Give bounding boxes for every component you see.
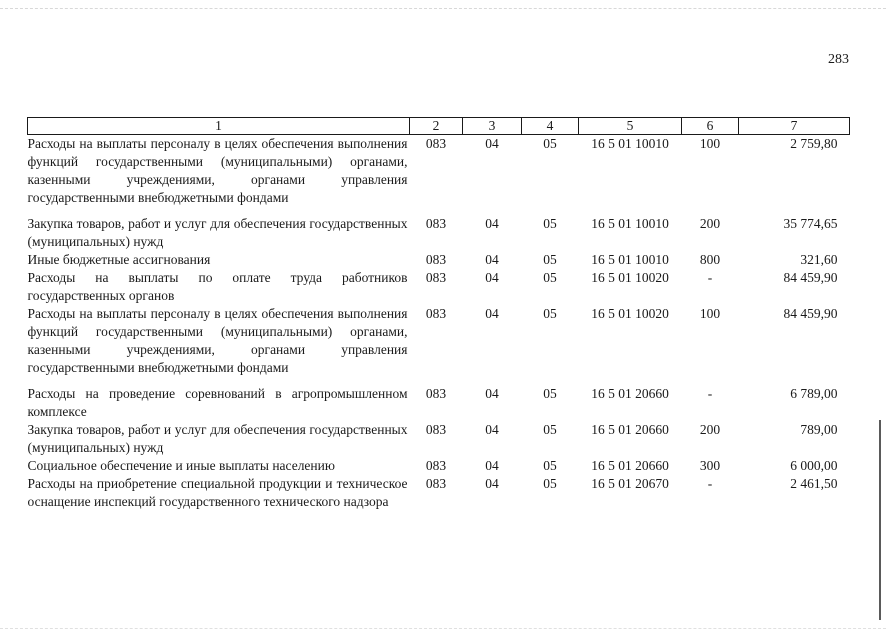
row-amount: 84 459,90: [783, 270, 838, 285]
row-expense-type: 800: [699, 252, 721, 267]
row-subsection: 05: [543, 306, 557, 321]
row-section: 04: [485, 422, 499, 437]
row-section: 04: [485, 306, 499, 321]
row-description: Закупка товаров, работ и услуг для обеспечения государственных (муниципальных) нужд: [27, 216, 408, 249]
scan-artifact-bottom: [0, 628, 886, 629]
row-amount: 321,60: [800, 252, 838, 267]
scan-artifact-top: [0, 8, 886, 9]
row-subsection: 05: [543, 422, 557, 437]
row-target-article: 16 5 01 20660: [591, 422, 669, 437]
scan-artifact-edge: [879, 420, 881, 620]
row-section: 04: [485, 386, 499, 401]
row-expense-type: 100: [699, 136, 721, 151]
header-col-4: 4: [522, 118, 579, 135]
row-amount: 789,00: [800, 422, 838, 437]
row-section: 04: [485, 136, 499, 151]
row-subsection: 05: [543, 270, 557, 285]
budget-table: [27, 117, 850, 511]
row-ministry-code: 083: [425, 136, 447, 151]
row-description: Расходы на проведение соревнований в агропромышленном комплексе: [27, 386, 408, 419]
row-amount: 35 774,65: [783, 216, 838, 231]
row-section: 04: [485, 270, 499, 285]
header-col-7: 7: [739, 118, 850, 135]
header-col-6: 6: [682, 118, 739, 135]
row-description: Расходы на выплаты персоналу в целях обеспечения выполнения функций государственными (муниципальными) органами, казенными учреждениями, органами управления государственными внебюджетными фондами: [27, 136, 408, 205]
row-subsection: 05: [543, 216, 557, 231]
row-expense-type: 200: [699, 422, 721, 437]
header-col-3: 3: [463, 118, 522, 135]
row-subsection: 05: [543, 386, 557, 401]
table-row: [28, 251, 850, 269]
row-expense-type: -: [707, 270, 713, 285]
row-expense-type: -: [707, 476, 713, 491]
row-description: Расходы на выплаты персоналу в целях обеспечения выполнения функций государственными (муниципальными) органами, казенными учреждениями, органами управления государственными внебюджетными фондами: [27, 306, 408, 375]
row-target-article: 16 5 01 10020: [591, 306, 669, 321]
table-row: [28, 385, 850, 421]
row-amount: 2 759,80: [790, 136, 838, 151]
row-description: Расходы на выплаты по оплате труда работников государственных органов: [27, 270, 408, 303]
row-amount: 6 789,00: [790, 386, 838, 401]
row-section: 04: [485, 458, 499, 473]
row-amount: 6 000,00: [790, 458, 838, 473]
row-target-article: 16 5 01 10010: [591, 136, 669, 151]
row-target-article: 16 5 01 10010: [591, 252, 669, 267]
row-ministry-code: 083: [425, 476, 447, 491]
row-target-article: 16 5 01 20670: [591, 476, 669, 491]
row-section: 04: [485, 216, 499, 231]
header-col-2: 2: [410, 118, 463, 135]
row-target-article: 16 5 01 20660: [591, 386, 669, 401]
row-description: Закупка товаров, работ и услуг для обеспечения государственных (муниципальных) нужд: [27, 422, 408, 455]
row-target-article: 16 5 01 10010: [591, 216, 669, 231]
row-ministry-code: 083: [425, 270, 447, 285]
row-ministry-code: 083: [425, 216, 447, 231]
table-row: [28, 475, 850, 511]
row-subsection: 05: [543, 476, 557, 491]
table-row: [28, 269, 850, 305]
header-col-5: 5: [579, 118, 682, 135]
table-row: [28, 421, 850, 457]
row-ministry-code: 083: [425, 252, 447, 267]
table-row: [28, 305, 850, 385]
table-row: [28, 215, 850, 251]
row-ministry-code: 083: [425, 306, 447, 321]
table-header-row: [28, 118, 850, 135]
row-expense-type: 200: [699, 216, 721, 231]
row-amount: 84 459,90: [783, 306, 838, 321]
row-section: 04: [485, 476, 499, 491]
row-expense-type: -: [707, 386, 713, 401]
row-target-article: 16 5 01 20660: [591, 458, 669, 473]
table-row: [28, 457, 850, 475]
row-description: Иные бюджетные ассигнования: [27, 252, 211, 267]
row-expense-type: 100: [699, 306, 721, 321]
row-description: Социальное обеспечение и иные выплаты населению: [27, 458, 335, 473]
row-subsection: 05: [543, 252, 557, 267]
row-section: 04: [485, 252, 499, 267]
row-subsection: 05: [543, 458, 557, 473]
row-ministry-code: 083: [425, 458, 447, 473]
page-number: 283: [828, 52, 849, 67]
row-expense-type: 300: [699, 458, 721, 473]
row-ministry-code: 083: [425, 422, 447, 437]
row-target-article: 16 5 01 10020: [591, 270, 669, 285]
row-description: Расходы на приобретение специальной продукции и техническое оснащение инспекций государственного технического надзора: [27, 476, 408, 509]
header-col-1: 1: [28, 118, 410, 135]
row-ministry-code: 083: [425, 386, 447, 401]
row-subsection: 05: [543, 136, 557, 151]
table-row: [28, 135, 850, 216]
row-amount: 2 461,50: [790, 476, 838, 491]
